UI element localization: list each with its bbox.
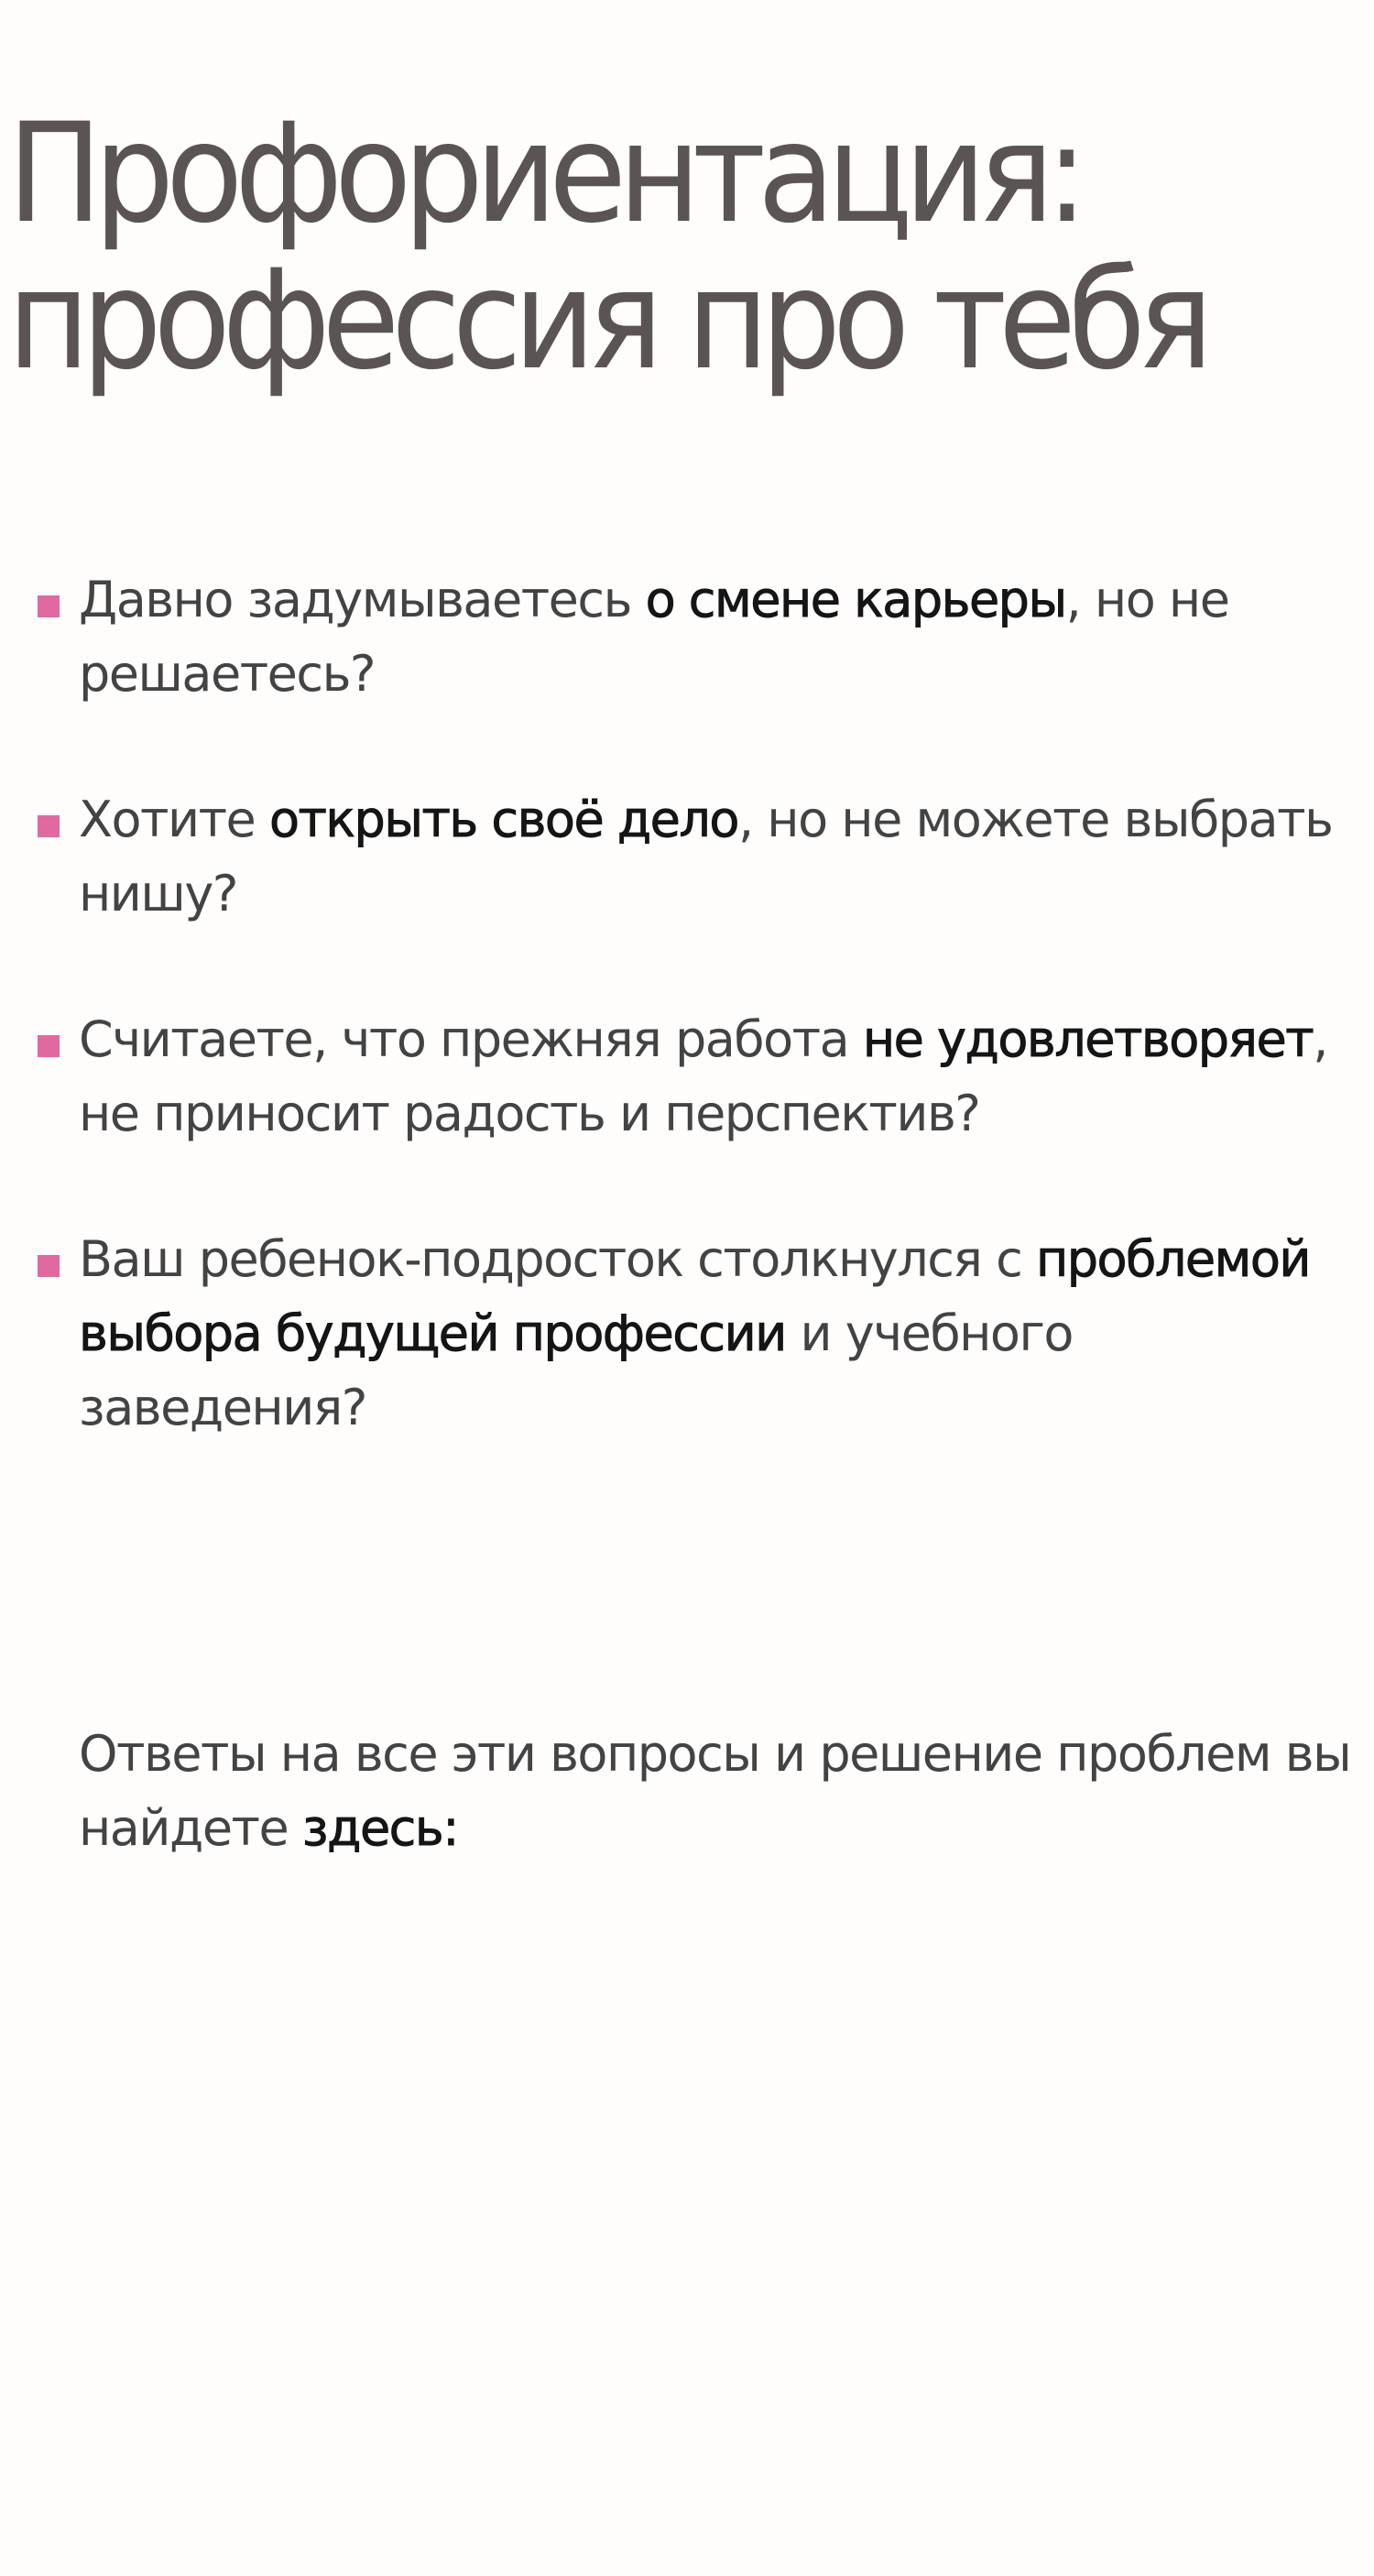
list-item-text: , не приносит радость и перспектив? [79, 1010, 1327, 1142]
page-title-line-2: профессия про тебя [7, 241, 1205, 400]
page-title-line-1: Профориентация: [7, 94, 1080, 254]
page-title [7, 94, 1205, 400]
square-bullet-icon [38, 1035, 60, 1057]
list-item [0, 1002, 1374, 1151]
list-item-text: Ваш ребенок-подросток столкнулся с [79, 1230, 1036, 1288]
list-item-text: Считаете, что прежняя работа [79, 1010, 863, 1068]
list-item [0, 562, 1374, 711]
answer-paragraph [79, 1717, 1361, 1865]
question-list [0, 562, 1374, 1445]
list-item-text: , но не можете выбрать нишу? [79, 791, 1333, 922]
square-bullet-icon [38, 595, 60, 617]
list-item-text: и учебного заведения? [79, 1304, 1073, 1436]
answer-link-text[interactable]: здесь: [301, 1799, 458, 1857]
list-item [0, 782, 1374, 931]
square-bullet-icon [38, 815, 60, 837]
list-item [0, 1222, 1374, 1445]
list-item-emphasis: о смене карьеры [645, 571, 1066, 628]
list-item-emphasis: не удовлетворяет [862, 1010, 1314, 1068]
square-bullet-icon [38, 1255, 60, 1277]
list-item-emphasis: открыть своё дело [268, 791, 738, 848]
list-item-text: Давно задумываетесь [79, 571, 646, 628]
answer-text: Ответы на все эти вопросы и решение проблем вы найдете [79, 1725, 1351, 1857]
list-item-text: , но не решаетесь? [79, 571, 1229, 703]
list-item-emphasis: проблемой выбора будущей профессии [79, 1230, 1310, 1362]
list-item-text: Хотите [79, 791, 269, 848]
